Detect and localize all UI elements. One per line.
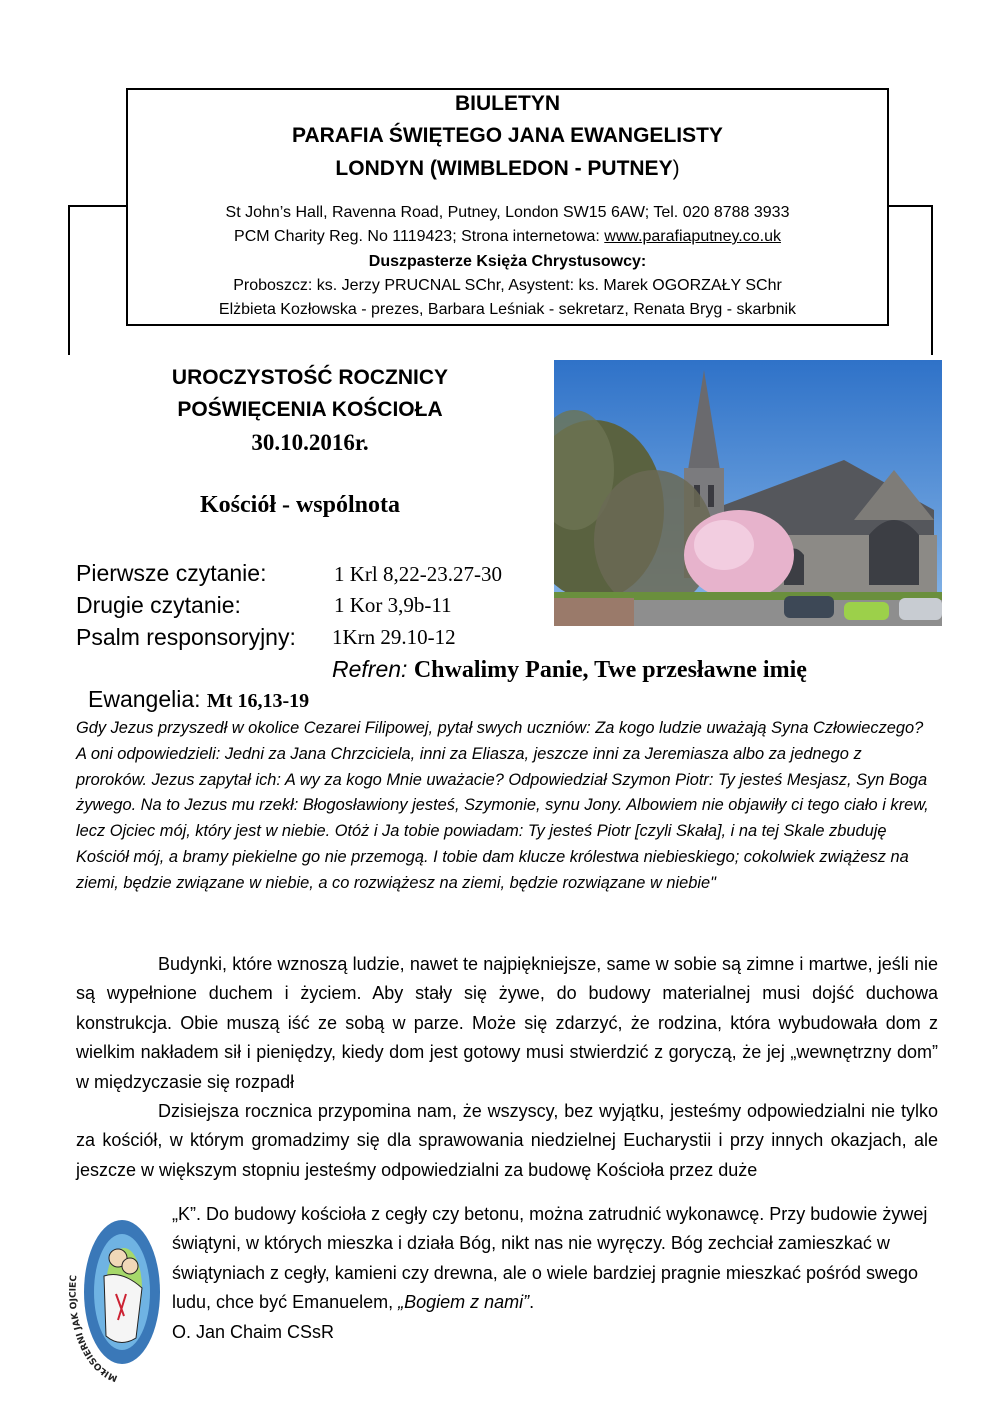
homily-paragraph-2: Dzisiejsza rocznica przypomina nam, że wszyscy, bez wyjątku, jesteśmy odpowiedzialni nie tylko za kościół, w którym gromadzimy się dla sprawowania niedzielnej Eucharystii i przy innych okazjach, ale jeszcze w większym stopniu jesteśmy odpowiedzialni za budowę Kościoła przez duże (76, 1101, 938, 1180)
reading-psalm-label: Psalm responsoryjny: (76, 624, 296, 650)
gospel-heading (88, 686, 309, 713)
header-bracket-left-side (68, 205, 70, 355)
header-bracket-right-side (931, 205, 933, 355)
website-link[interactable]: www.parafiaputney.co.uk (604, 228, 781, 245)
parish-location-text: LONDYN (WIMBLEDON - PUTNEY (335, 157, 673, 180)
homily-subtitle: Kościół - wspólnota (199, 492, 400, 518)
council-line: Elżbieta Kozłowska - prezes, Barbara Leśniak - sekretarz, Renata Bryg - skarbnik (218, 301, 797, 318)
homily-closing (172, 1200, 940, 1347)
homily-quote: „Bogiem z nami” (398, 1292, 530, 1313)
charity-line (126, 228, 889, 246)
church-photo (554, 360, 942, 626)
reading-first-label: Pierwsze czytanie: (76, 560, 267, 586)
header-bracket-right (887, 205, 933, 207)
reading-second (76, 592, 241, 619)
homily-paragraph-3-end: . (529, 1292, 535, 1313)
homily-author: O. Jan Chaim CSsR (172, 1321, 335, 1342)
refrain-text: Chwalimy Panie, Twe przesławne imię (413, 657, 807, 683)
reading-first-ref: 1 Krl 8,22-23.27-30 (334, 562, 502, 586)
reading-first (76, 560, 266, 587)
gospel-text: Gdy Jezus przyszedł w okolice Cezarei Filipowej, pytał swych uczniów: Za kogo ludzie uważają Syna Człowieczego? A oni odpowiedzieli: Jedni za Jana Chrzciciela, inni za Eliasza, jeszcze inni za Jeremiasza albo za jednego z proroków. Jezus zapytał ich: A wy za kogo Mnie uważacie? Odpowiedział Szymon Piotr: Ty jesteś Mesjasz, Syn Boga żywego. Na to Jezus mu rzekł: Błogosławiony jesteś, Szymonie, synu Jony. Albowiem nie objawiły ci tego ciało i krew, lecz Ojciec mój, który jest w niebie. Otóż i Ja tobie powiadam: Ty jesteś Piotr [czyli Skała], i na tej Skale zbuduję Kościół mój, a bramy piekielne go nie przemogą. I tobie dam klucze królestwa niebieskiego; cokolwiek zwiążesz na ziemi, będzie związane w niebie, a co rozwiążesz na ziemi, będzie rozwiązane w niebie" (76, 719, 929, 892)
gospel-label: Ewangelia: (88, 686, 201, 712)
parish-location (126, 157, 889, 181)
homily-paragraph-1: Budynki, które wznoszą ludzie, nawet te najpiękniejsze, same w sobie są zimne i martwe, jeśli nie są wypełnione duchem i życiem. Aby stały się żywe, do budowy materialnej musi dojść duchowa konstrukcja. Obie muszą iść ze sobą w parze. Może się zdarzyć, że rodzina, która wybudowała dom z wielkim nakładem sił i pieniędzy, kiedy dom jest gotowy musi stwierdzić z goryczą, że jej „wewnętrzny dom” w międzyczasie się rozpadł (76, 954, 938, 1092)
gospel-ref: Mt 16,13-19 (206, 690, 310, 712)
bulletin-title: BIULETYN (455, 92, 560, 115)
feast-title-line2: POŚWIĘCENIA KOŚCIOŁA (177, 398, 443, 421)
homily-body (76, 950, 938, 1185)
reading-psalm-ref: 1Krn 29.10-12 (332, 625, 456, 649)
charity-text: PCM Charity Reg. No 1119423; Strona internetowa: (234, 228, 605, 245)
homily-paragraph-3 (172, 1200, 940, 1318)
feast-title-line1: UROCZYSTOŚĆ ROCZNICY (171, 366, 449, 389)
reading-second-ref: 1 Kor 3,9b-11 (334, 593, 452, 617)
pastors-heading: Duszpasterze Księża Chrystusowcy: (368, 253, 647, 270)
parish-name: PARAFIA ŚWIĘTEGO JANA EWANGELISTY (292, 124, 723, 147)
parish-address: St John’s Hall, Ravenna Road, Putney, London SW15 6AW; Tel. 020 8788 3933 (225, 204, 790, 221)
feast-date: 30.10.2016r. (251, 430, 369, 455)
reading-second-label: Drugie czytanie: (76, 592, 241, 618)
mercy-logo-text: MIŁOSIERNI JAK OJCIEC (68, 1274, 120, 1383)
refrain-label: Refren: (332, 656, 408, 682)
refrain (332, 656, 807, 684)
homily-paragraph-3-text: „K”. Do budowy kościoła z cegły czy betonu, można zatrudnić wykonawcę. Przy budowie żywej świątyni, w których mieszka i działa Bóg, nikt nas nie wyręczy. Bóg zechciał zamieszkać w świątyniach z cegły, kamieni czy drewna, ale o wiele bardziej pragnie mieszkać pośród swego ludu, chce być Emanuelem, (172, 1204, 928, 1313)
pastors-line: Proboszcz: ks. Jerzy PRUCNAL SChr, Asystent: ks. Marek OGORZAŁY SChr (233, 277, 782, 294)
parish-location-paren: ) (672, 157, 680, 180)
reading-psalm (76, 624, 296, 651)
mercy-logo (60, 1198, 172, 1388)
header-bracket-left (68, 205, 128, 207)
